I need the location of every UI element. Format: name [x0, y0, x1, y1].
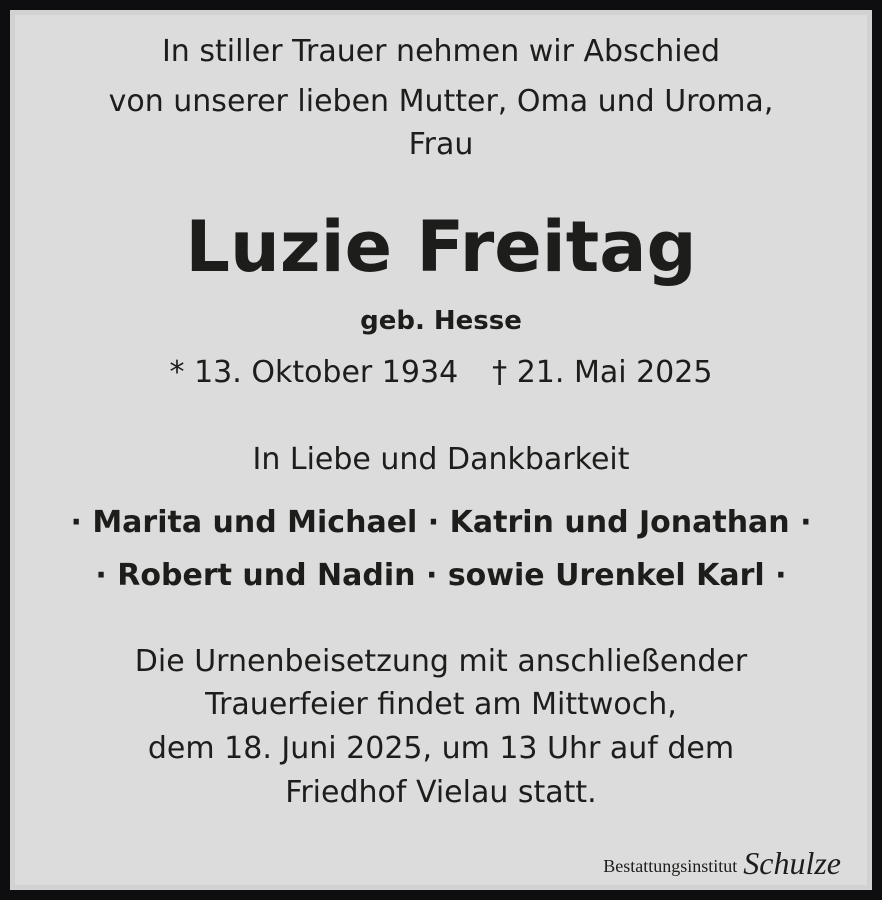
- funeral-info-line-4: Friedhof Vielau statt.: [285, 775, 597, 810]
- family-line-2: [15, 558, 867, 593]
- undertaker-logo: Schulze: [743, 845, 841, 881]
- life-dates: [15, 355, 867, 390]
- thanks-line: In Liebe und Dankbarkeit: [252, 442, 630, 477]
- funeral-info-line-1: Die Urnenbeisetzung mit anschließender: [134, 644, 748, 679]
- separator-dot: ·: [427, 505, 440, 540]
- funeral-info-line-2: Trauerfeier findet am Mittwoch,: [205, 687, 677, 722]
- family-member: Robert und Nadin: [117, 558, 416, 593]
- funeral-info-line-3: dem 18. Juni 2025, um 13 Uhr auf dem: [147, 731, 735, 766]
- intro-line-1: In stiller Trauer nehmen wir Abschied: [161, 34, 721, 69]
- separator-dot: ·: [425, 558, 438, 593]
- separator-dot: ·: [800, 505, 812, 540]
- family-member: Marita und Michael: [92, 505, 418, 540]
- separator-dot: ·: [775, 558, 787, 593]
- birth-date: * 13. Oktober 1934: [169, 355, 459, 390]
- intro-line-3: Frau: [408, 127, 474, 162]
- maiden-name: geb. Hesse: [360, 306, 522, 336]
- separator-dot: ·: [95, 558, 107, 593]
- undertaker-signature: [603, 845, 841, 882]
- deceased-name: Luzie Freitag: [185, 206, 697, 288]
- family-member: Katrin und Jonathan: [449, 505, 790, 540]
- family-line-1: [15, 505, 867, 540]
- intro-line-2: von unserer lieben Mutter, Oma und Uroma,: [108, 84, 774, 119]
- death-date: † 21. Mai 2025: [492, 355, 713, 390]
- undertaker-prefix: Bestattungsinstitut: [603, 856, 738, 876]
- obituary-notice: [10, 10, 872, 890]
- separator-dot: ·: [70, 505, 82, 540]
- family-member: sowie Urenkel Karl: [447, 558, 765, 593]
